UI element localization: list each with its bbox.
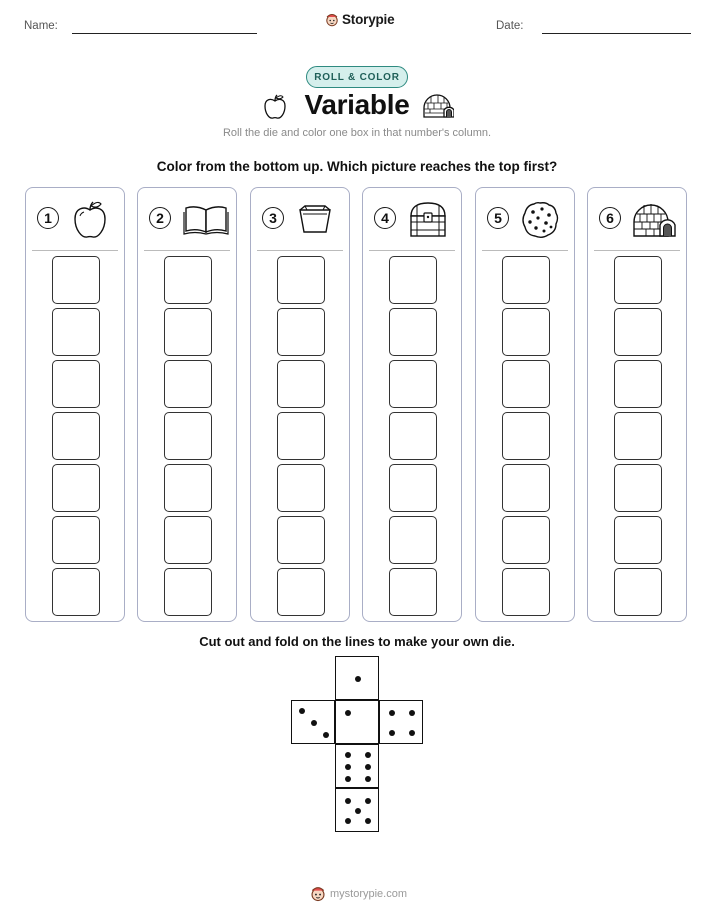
color-box[interactable] bbox=[389, 360, 437, 408]
color-box[interactable] bbox=[52, 568, 100, 616]
color-box[interactable] bbox=[614, 568, 662, 616]
roll-column-4 bbox=[362, 187, 462, 622]
color-box[interactable] bbox=[164, 464, 212, 512]
color-box[interactable] bbox=[277, 568, 325, 616]
page-title: Variable bbox=[304, 89, 410, 120]
storypie-mascot-icon bbox=[310, 886, 326, 902]
color-box[interactable] bbox=[52, 360, 100, 408]
igloo-icon bbox=[632, 200, 676, 240]
color-box[interactable] bbox=[389, 464, 437, 512]
roll-column-2 bbox=[137, 187, 237, 622]
column-header bbox=[476, 200, 574, 240]
date-label: Date: bbox=[496, 20, 524, 32]
brand-logo bbox=[325, 12, 394, 27]
column-number: 6 bbox=[599, 207, 621, 229]
die-face-three[interactable] bbox=[291, 700, 335, 744]
book-icon bbox=[182, 200, 230, 240]
column-header bbox=[138, 200, 236, 240]
activity-badge: ROLL & COLOR bbox=[306, 66, 408, 88]
roll-column-1 bbox=[25, 187, 125, 622]
column-divider bbox=[482, 250, 568, 251]
subtitle: Roll the die and color one box in that number's column. bbox=[222, 127, 492, 139]
color-box[interactable] bbox=[389, 568, 437, 616]
footer-url[interactable]: mystorypie.com bbox=[330, 888, 408, 900]
roll-column-6 bbox=[587, 187, 687, 622]
color-box[interactable] bbox=[614, 464, 662, 512]
brand-name: Storypie bbox=[342, 12, 395, 27]
color-box[interactable] bbox=[164, 308, 212, 356]
color-box[interactable] bbox=[389, 412, 437, 460]
die-face-four[interactable] bbox=[379, 700, 423, 744]
color-box[interactable] bbox=[389, 308, 437, 356]
footer bbox=[310, 886, 407, 902]
color-box[interactable] bbox=[502, 464, 550, 512]
box-icon bbox=[295, 200, 335, 240]
color-box[interactable] bbox=[389, 256, 437, 304]
storypie-mascot-icon bbox=[325, 13, 339, 27]
column-number: 3 bbox=[262, 207, 284, 229]
color-box[interactable] bbox=[614, 256, 662, 304]
roll-column-3 bbox=[250, 187, 350, 622]
column-number: 2 bbox=[149, 207, 171, 229]
color-box[interactable] bbox=[164, 360, 212, 408]
igloo-icon bbox=[422, 93, 454, 119]
column-header bbox=[363, 200, 461, 240]
cookie-icon bbox=[520, 200, 560, 240]
die-face-five[interactable] bbox=[335, 788, 379, 832]
column-divider bbox=[144, 250, 230, 251]
color-box[interactable] bbox=[502, 256, 550, 304]
column-header bbox=[251, 200, 349, 240]
color-box[interactable] bbox=[502, 568, 550, 616]
color-box[interactable] bbox=[164, 516, 212, 564]
treasure-chest-icon bbox=[407, 200, 449, 240]
color-box[interactable] bbox=[614, 412, 662, 460]
color-box[interactable] bbox=[277, 308, 325, 356]
column-divider bbox=[369, 250, 455, 251]
color-box[interactable] bbox=[164, 412, 212, 460]
color-box[interactable] bbox=[277, 256, 325, 304]
roll-column-5 bbox=[475, 187, 575, 622]
column-number: 5 bbox=[487, 207, 509, 229]
color-box[interactable] bbox=[502, 516, 550, 564]
color-box[interactable] bbox=[277, 516, 325, 564]
die-face-six[interactable] bbox=[335, 744, 379, 788]
instruction-text: Color from the bottom up. Which picture reaches the top first? bbox=[156, 159, 558, 174]
color-box[interactable] bbox=[52, 516, 100, 564]
color-box[interactable] bbox=[52, 308, 100, 356]
color-box[interactable] bbox=[614, 516, 662, 564]
name-label: Name: bbox=[24, 20, 58, 32]
color-box[interactable] bbox=[164, 568, 212, 616]
cut-instruction: Cut out and fold on the lines to make your own die. bbox=[199, 634, 515, 649]
column-number: 4 bbox=[374, 207, 396, 229]
color-box[interactable] bbox=[502, 360, 550, 408]
color-box[interactable] bbox=[614, 308, 662, 356]
color-box[interactable] bbox=[52, 412, 100, 460]
column-divider bbox=[257, 250, 343, 251]
color-box[interactable] bbox=[389, 516, 437, 564]
column-header bbox=[26, 200, 124, 240]
color-box[interactable] bbox=[164, 256, 212, 304]
die-face-one[interactable] bbox=[335, 700, 379, 744]
color-box[interactable] bbox=[52, 464, 100, 512]
die-face-one[interactable] bbox=[335, 656, 379, 700]
column-header bbox=[588, 200, 686, 240]
date-line[interactable] bbox=[542, 33, 691, 34]
column-divider bbox=[32, 250, 118, 251]
color-box[interactable] bbox=[52, 256, 100, 304]
apple-icon bbox=[70, 200, 110, 240]
column-number: 1 bbox=[37, 207, 59, 229]
color-box[interactable] bbox=[502, 308, 550, 356]
color-box[interactable] bbox=[277, 412, 325, 460]
color-box[interactable] bbox=[277, 360, 325, 408]
name-line[interactable] bbox=[72, 33, 257, 34]
color-box[interactable] bbox=[502, 412, 550, 460]
color-box[interactable] bbox=[614, 360, 662, 408]
color-box[interactable] bbox=[277, 464, 325, 512]
column-divider bbox=[594, 250, 680, 251]
